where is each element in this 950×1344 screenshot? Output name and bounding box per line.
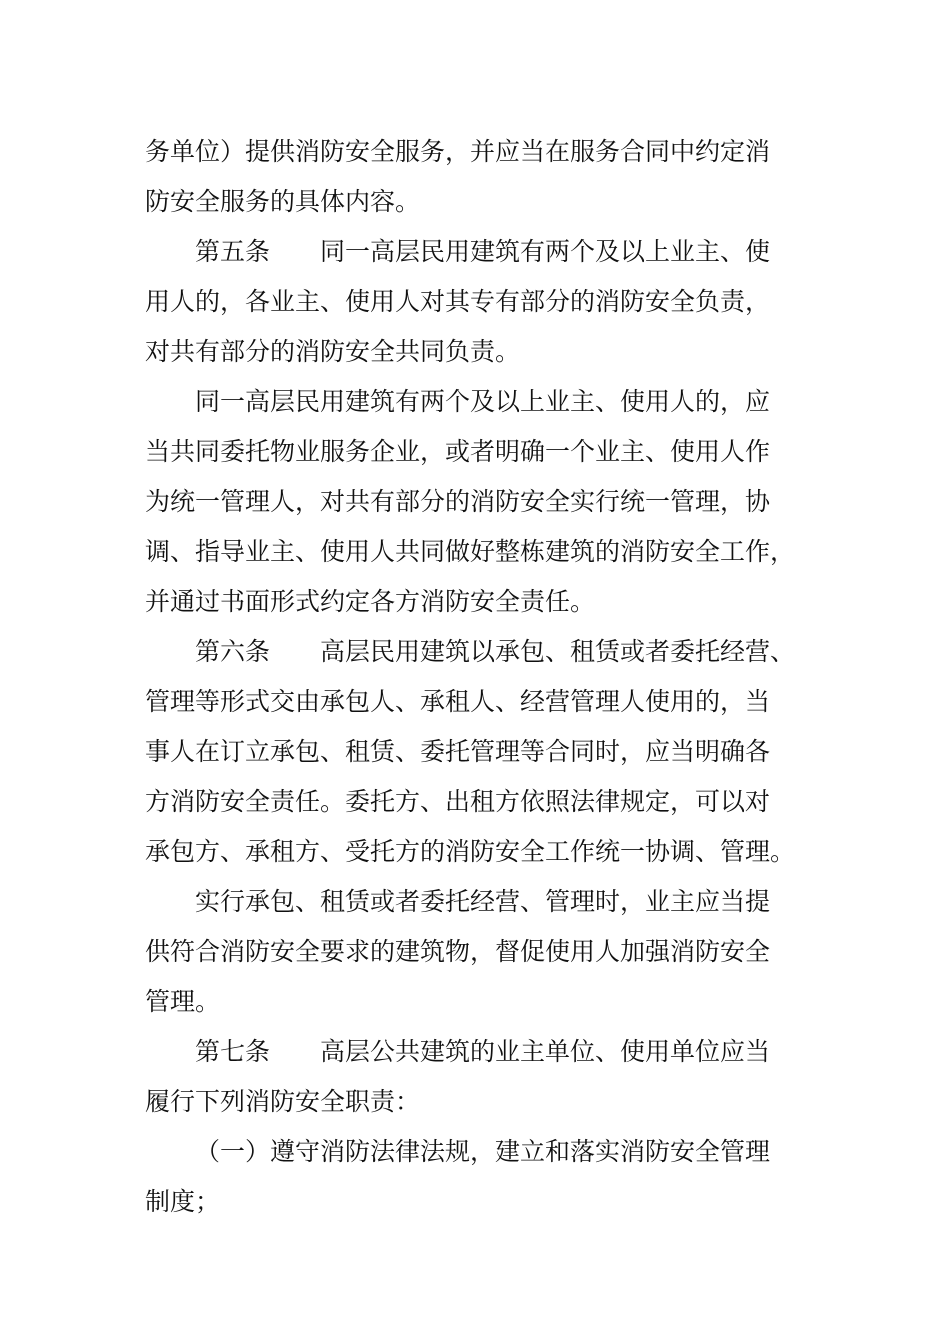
article-7-label: 第七条 [195,1037,271,1066]
text-line: 对共有部分的消防安全共同负责。 [145,337,521,366]
article-5-first-line [195,237,770,267]
text-line: 防安全服务的具体内容。 [145,187,421,216]
text-line: 用人的，各业主、使用人对其专有部分的消防安全负责， [145,287,771,316]
text-line: 管理等形式交由承包人、承租人、经营管理人使用的，当 [145,687,771,716]
article-6-first-line [195,637,795,667]
article-7-first-line [195,1037,770,1067]
text-line: 务单位）提供消防安全服务，并应当在服务合同中约定消 [145,137,771,166]
article-6-text: 高层民用建筑以承包、租赁或者委托经营、 [320,637,796,666]
text-line: 调、指导业主、使用人共同做好整栋建筑的消防安全工作， [145,537,796,566]
text-line: 承包方、承租方、受托方的消防安全工作统一协调、管理。 [145,837,796,866]
article-6-label: 第六条 [195,637,271,666]
text-line: 管理。 [145,987,221,1016]
text-line: 实行承包、租赁或者委托经营、管理时，业主应当提 [195,887,771,916]
text-line: 当共同委托物业服务企业，或者明确一个业主、使用人作 [145,437,771,466]
text-line: （一）遵守消防法律法规，建立和落实消防安全管理 [195,1137,771,1166]
text-line: 事人在订立承包、租赁、委托管理等合同时，应当明确各 [145,737,771,766]
text-line: 方消防安全责任。委托方、出租方依照法律规定，可以对 [145,787,771,816]
article-5-text: 同一高层民用建筑有两个及以上业主、使 [320,237,771,266]
text-line: 制度； [145,1187,221,1216]
text-line: 履行下列消防安全职责： [145,1087,421,1116]
text-line: 并通过书面形式约定各方消防安全责任。 [145,587,596,616]
article-7-text: 高层公共建筑的业主单位、使用单位应当 [320,1037,771,1066]
article-5-label: 第五条 [195,237,271,266]
text-line: 供符合消防安全要求的建筑物，督促使用人加强消防安全 [145,937,771,966]
text-line: 为统一管理人，对共有部分的消防安全实行统一管理，协 [145,487,771,516]
text-line: 同一高层民用建筑有两个及以上业主、使用人的，应 [195,387,771,416]
